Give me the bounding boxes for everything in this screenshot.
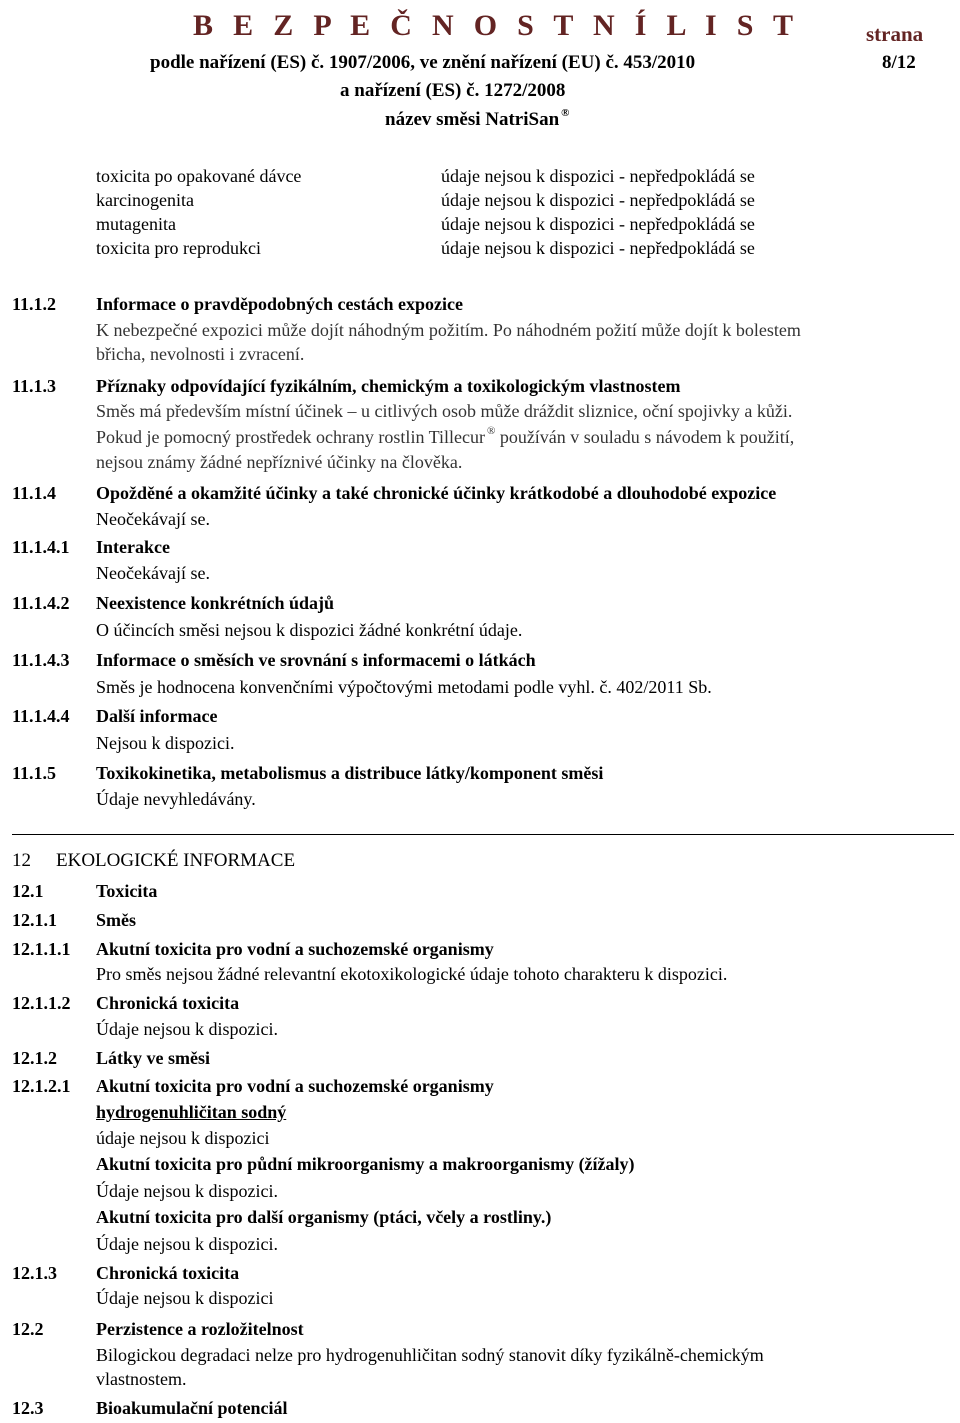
tox-value: údaje nejsou k dispozici - nepředpokládá se	[441, 238, 755, 258]
section-text: nejsou známy žádné nepříznivé účinky na člověka.	[96, 452, 463, 472]
section-number: 11.1.4.4	[12, 706, 70, 726]
tox-label: toxicita pro reprodukci	[96, 238, 261, 258]
tox-label: toxicita po opakované dávce	[96, 166, 302, 186]
page-number: 8/12	[882, 52, 916, 73]
section-number: 12.1.1	[12, 910, 57, 930]
section-text: Směs je hodnocena konvenčními výpočtovými metodami podle vyhl. č. 402/2011 Sb.	[96, 677, 712, 697]
section-divider	[12, 834, 954, 835]
section-heading: Toxicita	[96, 881, 158, 901]
tox-label: mutagenita	[96, 214, 176, 234]
section-number: 12	[12, 850, 31, 871]
section-number: 11.1.4	[12, 483, 57, 503]
section-text: Údaje nevyhledávány.	[96, 789, 256, 809]
section-number: 11.1.5	[12, 763, 57, 783]
section-text: Pro směs nejsou žádné relevantní ekotoxikologické údaje tohoto charakteru k dispozici.	[96, 964, 728, 984]
section-number: 12.1.2	[12, 1048, 57, 1068]
section-number: 11.1.3	[12, 376, 57, 396]
section-number: 11.1.2	[12, 294, 57, 314]
section-text: O účincích směsi nejsou k dispozici žádné konkrétní údaje.	[96, 620, 523, 640]
section-heading: Chronická toxicita	[96, 993, 240, 1013]
section-text: údaje nejsou k dispozici	[96, 1128, 270, 1148]
tox-value: údaje nejsou k dispozici - nepředpokládá se	[441, 214, 755, 234]
section-text: K nebezpečné expozici může dojít náhodným požitím. Po náhodném požití může dojít k bolestem	[96, 320, 801, 340]
section-heading: Toxikokinetika, metabolismus a distribuce látky/komponent směsi	[96, 763, 604, 783]
tox-label: karcinogenita	[96, 190, 194, 210]
section-text: břicha, nevolnosti i zvracení.	[96, 344, 305, 364]
section-heading: Bioakumulační potenciál	[96, 1398, 288, 1418]
section-number: 12.2	[12, 1319, 44, 1339]
section-heading: Akutní toxicita pro vodní a suchozemské organismy	[96, 939, 494, 959]
tox-value: údaje nejsou k dispozici - nepředpokládá se	[441, 190, 755, 210]
section-heading: Neexistence konkrétních údajů	[96, 593, 334, 613]
section-heading: Akutní toxicita pro vodní a suchozemské organismy	[96, 1076, 494, 1096]
section-number: 12.1.2.1	[12, 1076, 71, 1096]
section-heading: Příznaky odpovídající fyzikálním, chemickým a toxikologickým vlastnostem	[96, 376, 681, 396]
section-heading: Informace o směsích ve srovnání s informacemi o látkách	[96, 650, 536, 670]
substance-name: hydrogenuhličitan sodný	[96, 1102, 287, 1122]
section-number: 11.1.4.1	[12, 537, 70, 557]
section-heading: Látky ve směsi	[96, 1048, 210, 1068]
section-number: 12.3	[12, 1398, 44, 1418]
page-label: strana	[866, 22, 924, 46]
sub-heading: Akutní toxicita pro půdní mikroorganismy a makroorganismy (žížaly)	[96, 1154, 635, 1174]
section-text: Údaje nejsou k dispozici	[96, 1288, 274, 1308]
registered-mark: ®	[561, 107, 570, 119]
section-text: vlastnostem.	[96, 1369, 187, 1389]
section-heading: Chronická toxicita	[96, 1263, 240, 1283]
section-text: Neočekávají se.	[96, 509, 210, 529]
section-number: 11.1.4.3	[12, 650, 70, 670]
section-text: Nejsou k dispozici.	[96, 733, 235, 753]
mixture-name: název směsi NatriSan ®	[385, 107, 570, 130]
section-heading: Směs	[96, 910, 136, 930]
section-text: Neočekávají se.	[96, 563, 210, 583]
section-heading: Opožděné a okamžité účinky a také chronické účinky krátkodobé a dlouhodobé expozice	[96, 483, 777, 503]
section-text: Údaje nejsou k dispozici.	[96, 1019, 278, 1039]
document-title: B E Z P E Č N O S T N Í L I S T	[193, 9, 800, 42]
section-number: 12.1	[12, 881, 44, 901]
section-heading: EKOLOGICKÉ INFORMACE	[56, 850, 296, 871]
section-heading: Informace o pravděpodobných cestách expozice	[96, 294, 463, 314]
section-number: 12.1.1.1	[12, 939, 71, 959]
registered-mark: ®	[486, 425, 496, 437]
section-text: Údaje nejsou k dispozici.	[96, 1234, 278, 1254]
section-text: Směs má především místní účinek – u citlivých osob může dráždit sliznice, oční spojivky a kůži.	[96, 401, 793, 421]
regulation-line-1: podle nařízení (ES) č. 1907/2006, ve znění nařízení (EU) č. 453/2010	[150, 52, 696, 73]
regulation-line-2: a nařízení (ES) č. 1272/2008	[340, 80, 566, 101]
section-number: 11.1.4.2	[12, 593, 70, 613]
section-heading: Perzistence a rozložitelnost	[96, 1319, 304, 1339]
tox-value: údaje nejsou k dispozici - nepředpokládá se	[441, 166, 755, 186]
section-text: Pokud je pomocný prostředek ochrany rostlin Tillecur ® používán v souladu s návodem k použití,	[96, 425, 795, 447]
section-heading: Interakce	[96, 537, 170, 557]
section-number: 12.1.1.2	[12, 993, 71, 1013]
sub-heading: Akutní toxicita pro další organismy (ptáci, včely a rostliny.)	[96, 1207, 552, 1227]
section-text: Údaje nejsou k dispozici.	[96, 1181, 278, 1201]
section-text: Bilogickou degradaci nelze pro hydrogenuhličitan sodný stanovit díky fyzikálně-chemickým	[96, 1345, 764, 1365]
section-number: 12.1.3	[12, 1263, 57, 1283]
section-heading: Další informace	[96, 706, 218, 726]
